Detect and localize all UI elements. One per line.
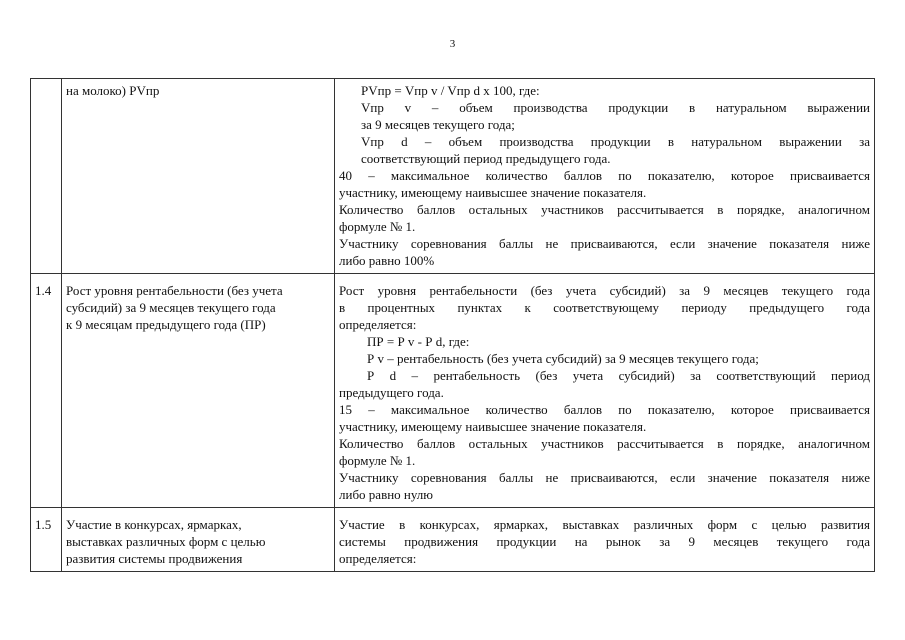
indicator-name-cell	[62, 274, 335, 508]
criteria-table	[30, 78, 875, 572]
indicator-name-line: Участие в конкурсах, ярмарках,	[66, 517, 242, 532]
indicator-name-line: на молоко) PVпр	[66, 83, 160, 98]
row-number-cell: 1.5	[31, 508, 62, 572]
indicator-name-line: к 9 месяцам предыдущего года (ПР)	[66, 317, 266, 332]
indicator-name-cell	[62, 79, 335, 274]
calculation-method-line: за 9 месяцев текущего года;	[361, 117, 515, 132]
calculation-method-line: PVпр = Vпр v / Vпр d х 100, где:	[361, 83, 540, 98]
calculation-method-line: Участнику соревнования баллы не присваиваются, если значение показателя ниже	[339, 470, 870, 485]
calculation-method-line: Р d – рентабельность (без учета субсидий) за соответствующий период	[367, 368, 870, 383]
criteria-table-body	[31, 79, 875, 572]
calculation-method-line: участнику, имеющему наивысшее значение показателя.	[339, 185, 647, 200]
indicator-name-line: субсидий) за 9 месяцев текущего года	[66, 300, 276, 315]
calculation-method-line: определяется:	[339, 317, 417, 332]
calculation-method-line: 40 – максимальное количество баллов по показателю, которое присваивается	[339, 168, 870, 183]
calculation-method-line: формуле № 1.	[339, 453, 416, 468]
table-row	[31, 274, 875, 508]
calculation-method-line: формуле № 1.	[339, 219, 416, 234]
indicator-name-line: выставках различных форм с целью	[66, 534, 266, 549]
calculation-method-line: Р v – рентабельность (без учета субсидий) за 9 месяцев текущего года;	[367, 351, 759, 366]
calculation-method-line: в процентных пунктах к соответствующему периоду предыдущего года	[339, 300, 870, 315]
calculation-method-line: соответствующий период предыдущего года.	[361, 151, 611, 166]
calculation-method-line: ПР = Р v - Р d, где:	[367, 334, 470, 349]
calculation-method-cell	[335, 508, 875, 572]
calculation-method-line: Участнику соревнования баллы не присваиваются, если значение показателя ниже	[339, 236, 870, 251]
calculation-method-line: Рост уровня рентабельности (без учета субсидий) за 9 месяцев текущего года	[339, 283, 870, 298]
row-number-cell: 1.4	[31, 274, 62, 508]
calculation-method-line: 15 – максимальное количество баллов по показателю, которое присваивается	[339, 402, 870, 417]
calculation-method-line: либо равно 100%	[339, 253, 435, 268]
calculation-method-line: либо равно нулю	[339, 487, 434, 502]
calculation-method-line: Vпр d – объем производства продукции в натуральном выражении за	[361, 134, 870, 149]
indicator-name-cell	[62, 508, 335, 572]
calculation-method-line: системы продвижения продукции на рынок за 9 месяцев текущего года	[339, 534, 870, 549]
calculation-method-cell	[335, 274, 875, 508]
indicator-name-line: Рост уровня рентабельности (без учета	[66, 283, 283, 298]
row-number-cell	[31, 79, 62, 274]
calculation-method-line: участнику, имеющему наивысшее значение показателя.	[339, 419, 647, 434]
table-row	[31, 508, 875, 572]
calculation-method-line: предыдущего года.	[339, 385, 444, 400]
calculation-method-line: Vпр v – объем производства продукции в натуральном выражении	[361, 100, 870, 115]
calculation-method-line: Количество баллов остальных участников рассчитывается в порядке, аналогичном	[339, 436, 870, 451]
calculation-method-cell	[335, 79, 875, 274]
calculation-method-line: определяется:	[339, 551, 417, 566]
table-row	[31, 79, 875, 274]
page-number: 3	[449, 38, 456, 50]
indicator-name-line: развития системы продвижения	[66, 551, 243, 566]
calculation-method-line: Участие в конкурсах, ярмарках, выставках различных форм с целью развития	[339, 517, 870, 532]
calculation-method-line: Количество баллов остальных участников рассчитывается в порядке, аналогичном	[339, 202, 870, 217]
